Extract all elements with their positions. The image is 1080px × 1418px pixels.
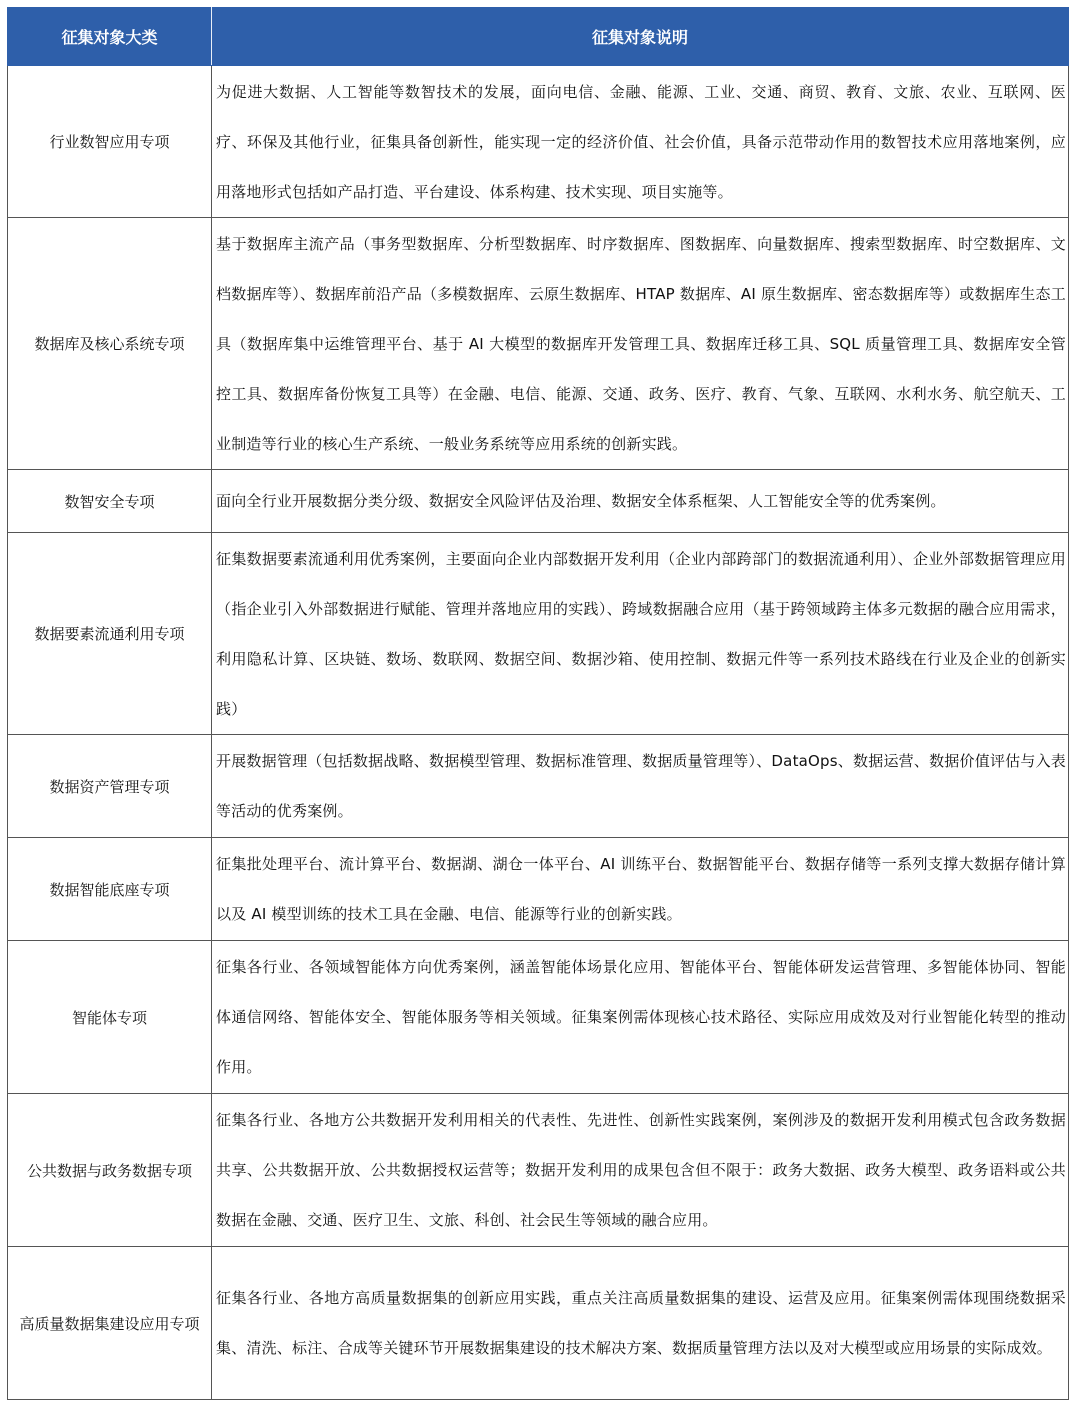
- row-description: 为促进大数据、人工智能等数智技术的发展，面向电信、金融、能源、工业、交通、商贸、教育、文旅、农业、互联网、医疗、环保及其他行业，征集具备创新性，能实现一定的经济价值、社会价值，具备示范带动作用的数智技术应用落地案例，应用落地形式包括如产品打造、平台建设、体系构建、技术实现、项目实施等。: [212, 66, 1069, 218]
- table-row: [8, 735, 1069, 838]
- row-category: 数智安全专项: [8, 470, 212, 533]
- solicitation-table: [7, 7, 1069, 1400]
- table-row: [8, 941, 1069, 1094]
- row-description: 征集数据要素流通利用优秀案例，主要面向企业内部数据开发利用（企业内部跨部门的数据流通利用）、企业外部数据管理应用（指企业引入外部数据进行赋能、管理并落地应用的实践）、跨域数据融合应用（基于跨领域跨主体多元数据的融合应用需求，利用隐私计算、区块链、数场、数联网、数据空间、数据沙箱、使用控制、数据元件等一系列技术路线在行业及企业的创新实践）: [212, 533, 1069, 735]
- row-category: 高质量数据集建设应用专项: [8, 1247, 212, 1400]
- row-description: 征集批处理平台、流计算平台、数据湖、湖仓一体平台、AI 训练平台、数据智能平台、数据存储等一系列支撑大数据存储计算以及 AI 模型训练的技术工具在金融、电信、能源等行业的创新实践。: [212, 838, 1069, 941]
- table-row: [8, 470, 1069, 533]
- row-category: 公共数据与政务数据专项: [8, 1094, 212, 1247]
- row-description: 开展数据管理（包括数据战略、数据模型管理、数据标准管理、数据质量管理等）、DataOps、数据运营、数据价值评估与入表等活动的优秀案例。: [212, 735, 1069, 838]
- row-category: 数据要素流通利用专项: [8, 533, 212, 735]
- table-header-row: [8, 8, 1069, 66]
- row-category: 数据资产管理专项: [8, 735, 212, 838]
- table-row: [8, 533, 1069, 735]
- row-description: 征集各行业、各领域智能体方向优秀案例，涵盖智能体场景化应用、智能体平台、智能体研发运营管理、多智能体协同、智能体通信网络、智能体安全、智能体服务等相关领域。征集案例需体现核心技术路径、实际应用成效及对行业智能化转型的推动作用。: [212, 941, 1069, 1094]
- row-description: 征集各行业、各地方高质量数据集的创新应用实践，重点关注高质量数据集的建设、运营及应用。征集案例需体现围绕数据采集、清洗、标注、合成等关键环节开展数据集建设的技术解决方案、数据质量管理方法以及对大模型或应用场景的实际成效。: [212, 1247, 1069, 1400]
- row-description: 面向全行业开展数据分类分级、数据安全风险评估及治理、数据安全体系框架、人工智能安全等的优秀案例。: [212, 470, 1069, 533]
- page: [7, 7, 1068, 1400]
- row-description: 基于数据库主流产品（事务型数据库、分析型数据库、时序数据库、图数据库、向量数据库、搜索型数据库、时空数据库、文档数据库等）、数据库前沿产品（多模数据库、云原生数据库、HTAP 数据库、AI 原生数据库、密态数据库等）或数据库生态工具（数据库集中运维管理平台、基于 AI 大模型的数据库开发管理工具、数据库迁移工具、SQL 质量管理工具、数据库安全管控工具、数据库备份恢复工具等）在金融、电信、能源、交通、政务、医疗、教育、气象、互联网、水利水务、航空航天、工业制造等行业的核心生产系统、一般业务系统等应用系统的创新实践。: [212, 218, 1069, 470]
- header-category: 征集对象大类: [8, 8, 212, 66]
- row-category: 数据智能底座专项: [8, 838, 212, 941]
- row-category: 数据库及核心系统专项: [8, 218, 212, 470]
- header-description: 征集对象说明: [212, 8, 1069, 66]
- row-category: 行业数智应用专项: [8, 66, 212, 218]
- table-row: [8, 1094, 1069, 1247]
- table-row: [8, 838, 1069, 941]
- table-row: [8, 218, 1069, 470]
- row-category: 智能体专项: [8, 941, 212, 1094]
- table-row: [8, 66, 1069, 218]
- row-description: 征集各行业、各地方公共数据开发利用相关的代表性、先进性、创新性实践案例，案例涉及的数据开发利用模式包含政务数据共享、公共数据开放、公共数据授权运营等；数据开发利用的成果包含但不限于：政务大数据、政务大模型、政务语料或公共数据在金融、交通、医疗卫生、文旅、科创、社会民生等领域的融合应用。: [212, 1094, 1069, 1247]
- table-row: [8, 1247, 1069, 1400]
